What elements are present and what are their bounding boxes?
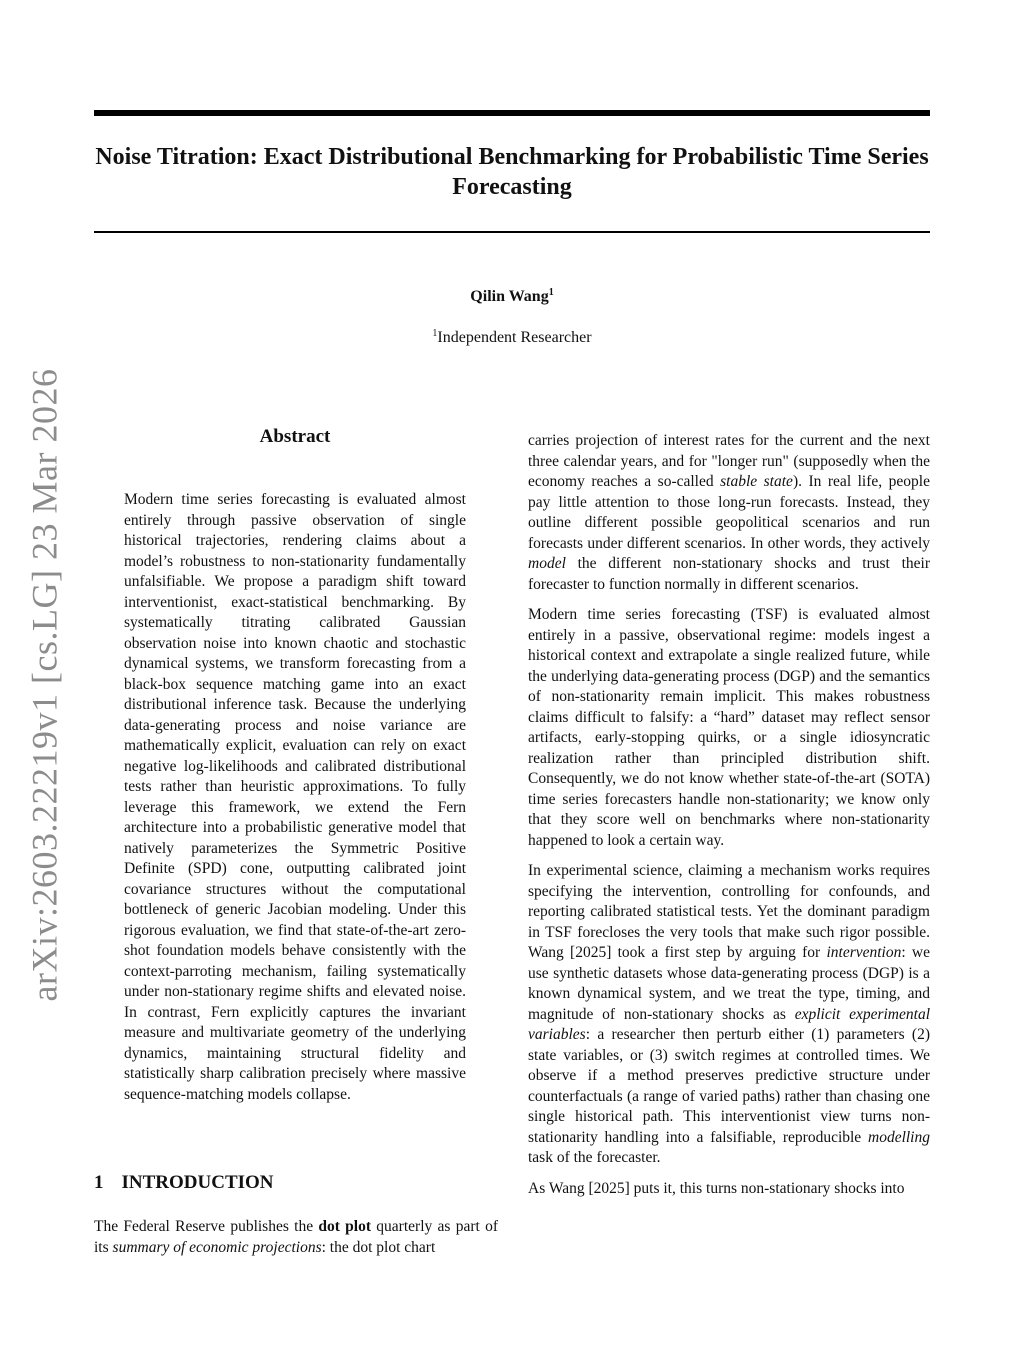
paper-title: Noise Titration: Exact Distributional Benchmarking for Probabilistic Time Series Forecasting [95, 144, 929, 200]
italic-term: intervention [826, 944, 902, 961]
italic-term: model [528, 555, 566, 572]
author-name [0, 288, 1024, 306]
text-span: In experimental science, claiming a mechanism works requires specifying the intervention, controlling for confounds, and reporting calibrated statistical tests. Yet the dominant paradigm in TSF forecloses the very tools that make such rigor possible. Wang [2025] took a first step by arguing for [528, 862, 930, 961]
italic-term: explicit experimental variables [528, 1005, 930, 1043]
top-rule [94, 110, 930, 116]
text-span: The Federal Reserve publishes the [94, 1218, 319, 1235]
intro-paragraph-1-continued [528, 431, 930, 595]
italic-term: modelling [868, 1128, 930, 1146]
section-number: 1 [94, 1172, 104, 1193]
author-name-text: Qilin Wang [470, 288, 549, 305]
affiliation-text: Independent Researcher [437, 329, 592, 346]
text-span: quarterly as part of its [94, 1218, 498, 1256]
section-title: INTRODUCTION [121, 1172, 274, 1193]
author-superscript: 1 [548, 287, 554, 298]
title-rule [94, 231, 930, 233]
arxiv-sidebar [18, 368, 70, 1002]
right-column [528, 431, 930, 1209]
abstract-heading: Abstract [259, 426, 331, 447]
text-span: : we use synthetic datasets whose data-generating process (DGP) is a known dynamical system, and we treat the type, timing, and magnitude of non-stationary shocks as [528, 944, 930, 1023]
text-span: carries projection of interest rates for the current and the next three calendar years, and for "longer run" (supposedly when the economy reaches a so-called [528, 432, 930, 490]
text-span: the different non-stationary shocks and trust their forecaster to function normally in different scenarios. [528, 555, 930, 593]
intro-left-column [94, 1217, 498, 1258]
italic-term: summary of economic projections [112, 1238, 322, 1256]
intro-paragraph-1 [94, 1217, 498, 1258]
abstract-paragraph: Modern time series forecasting is evaluated almost entirely through passive observation of single historical trajectories, rendering claims about a model’s robustness to non-stationarity fundamentally unfalsifiable. We propose a paradigm shift toward interventionist, exact-statistical benchmarking. By systematically titrating calibrated Gaussian observation noise into known chaotic and stochastic dynamical systems, we transform forecasting from a black-box sequence matching game into an exact distributional inference task. Because the underlying data-generating process and noise variance are mathematically explicit, evaluation can rely on exact negative log-likelihoods and calibrated distributional tests rather than heuristic approximations. To fully leverage this framework, we extend the Fern architecture into a probabilistic generative model that natively parameterizes the Symmetric Positive Definite (SPD) cone, outputting calibrated joint covariance structures without the computational bottleneck of generic Jacobian modeling. Under this rigorous evaluation, we find that state-of-the-art zero-shot foundation models behave consistently with the context-parroting mechanism, failing systematically under non-stationary regime shifts and elevated noise. In contrast, Fern explicitly captures the invariant measure and multivariate geometry of the underlying dynamics, maintaining structural fidelity and statistically sharp calibration precisely where massive sequence-matching models collapse. [124, 491, 466, 1103]
text-span: : a researcher then perturb either (1) parameters (2) state variables, or (3) switch regimes at controlled times. We observe if a method preserves predictive structure under counterfactuals (a range of varied paths) rather than chasing one single historical path. This interventionist view turns non-stationarity handling into a falsifiable, reproducible [528, 1026, 930, 1146]
intro-paragraph-3 [528, 861, 930, 1169]
text-span: task of the forecaster. [528, 1149, 661, 1166]
intro-paragraph-2: Modern time series forecasting (TSF) is evaluated almost entirely in a passive, observational regime: models ingest a historical context and extrapolate a single realized future, while the underlying data-generating process (DGP) and the semantics of non-stationarity remain implicit. This makes robustness claims difficult to falsify: a “hard” dataset may reflect sensor artifacts, early-stopping quirks, or a single idiosyncratic realization rather than principled distribution shift. Consequently, we do not know whether state-of-the-art (SOTA) time series forecasters handle non-stationarity; we know only that they score well on benchmarks where non-stationarity happened to look a certain way. [528, 606, 930, 849]
section-heading-introduction [94, 1172, 274, 1194]
text-span: : the dot plot chart [321, 1238, 436, 1256]
dot-plot-term: dot plot [318, 1218, 372, 1235]
affiliation [0, 329, 1024, 347]
italic-term: stable state [720, 473, 793, 490]
intro-paragraph-4: As Wang [2025] puts it, this turns non-stationary shocks into [528, 1179, 905, 1197]
abstract-body [124, 490, 466, 1105]
arxiv-identifier: arXiv:2603.22219v1 [cs.LG] 23 Mar 2026 [24, 368, 64, 1002]
affiliation-superscript: 1 [432, 328, 438, 339]
text-span: ). In real life, people pay little attention to those long-run forecasts. Instead, they outline different possible geopolitical scenarios and run forecasts under different scenarios. In other words, they actively [528, 473, 930, 552]
